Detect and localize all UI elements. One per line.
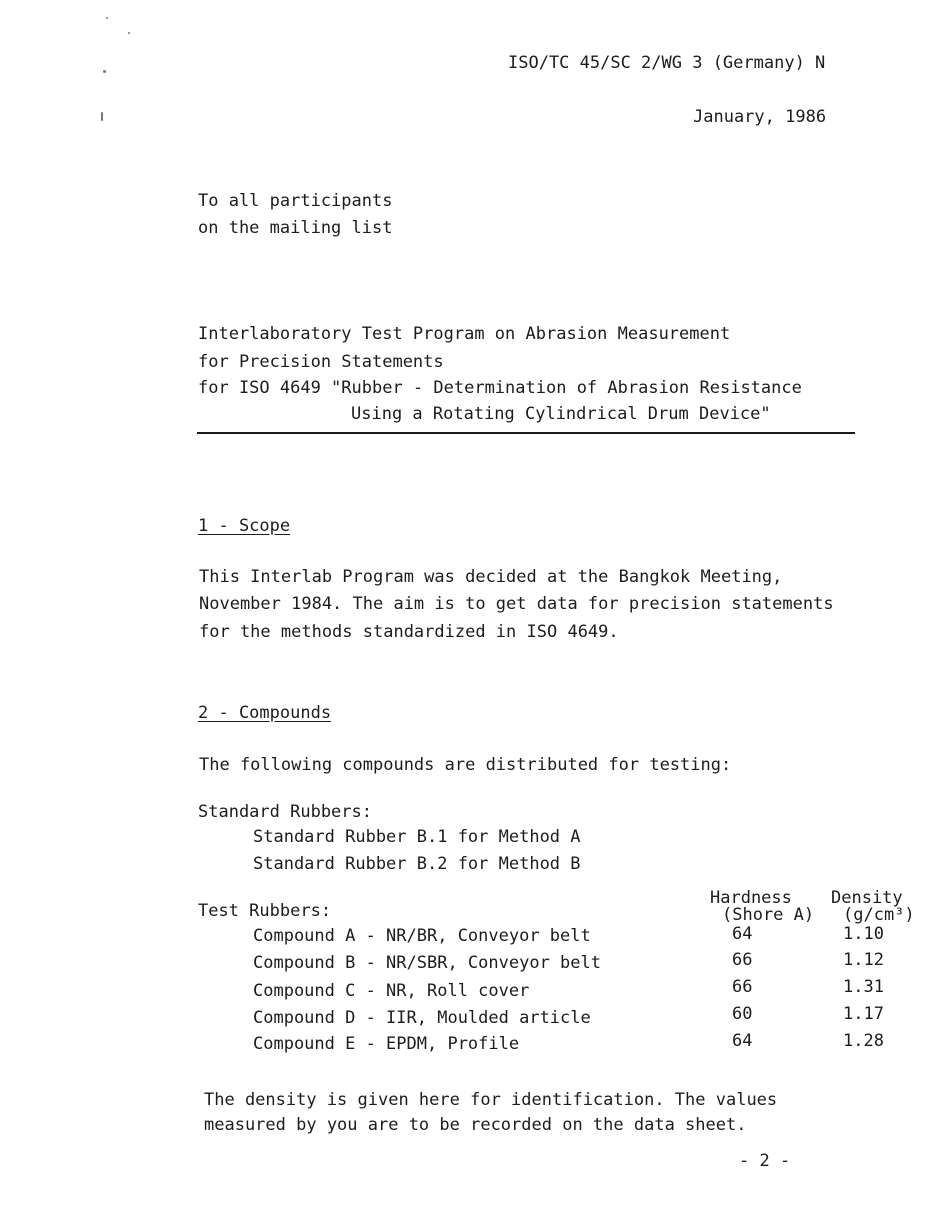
compound-hardness: 64 bbox=[732, 1031, 753, 1051]
scan-speck bbox=[101, 112, 103, 121]
standard-rubber-item: Standard Rubber B.1 for Method A bbox=[253, 827, 581, 847]
document-date: January, 1986 bbox=[693, 107, 827, 127]
compound-name: Compound D - IIR, Moulded article bbox=[253, 1008, 591, 1028]
compound-hardness: 60 bbox=[732, 1004, 753, 1024]
address-line-1: To all participants bbox=[198, 191, 393, 211]
column-header-density-unit: (g/cm³) bbox=[843, 905, 915, 925]
standard-rubbers-label: Standard Rubbers: bbox=[198, 802, 372, 822]
compound-density: 1.10 bbox=[843, 924, 884, 944]
scope-text-line-2: November 1984. The aim is to get data for precision statements bbox=[199, 594, 834, 614]
column-header-density: Density bbox=[831, 888, 903, 908]
density-note-line-1: The density is given here for identification. The values bbox=[204, 1090, 778, 1110]
compound-hardness: 66 bbox=[732, 950, 753, 970]
test-rubbers-label: Test Rubbers: bbox=[198, 901, 332, 921]
address-line-2: on the mailing list bbox=[198, 218, 393, 238]
scan-speck bbox=[106, 17, 108, 19]
compound-density: 1.31 bbox=[843, 977, 884, 997]
compound-hardness: 66 bbox=[732, 977, 753, 997]
title-line-4: Using a Rotating Cylindrical Drum Device" bbox=[351, 404, 771, 424]
compound-name: Compound B - NR/SBR, Conveyor belt bbox=[253, 953, 601, 973]
scope-text-line-1: This Interlab Program was decided at the Bangkok Meeting, bbox=[199, 567, 783, 587]
title-line-2: for Precision Statements bbox=[198, 352, 444, 372]
column-header-hardness-unit: (Shore A) bbox=[722, 905, 815, 925]
title-line-1: Interlaboratory Test Program on Abrasion Measurement bbox=[198, 324, 731, 344]
density-note-line-2: measured by you are to be recorded on the data sheet. bbox=[204, 1115, 747, 1135]
scan-speck bbox=[128, 32, 130, 34]
page-number-marker: - 2 - bbox=[739, 1151, 791, 1171]
scan-speck bbox=[103, 70, 106, 73]
compounds-heading: 2 - Compounds bbox=[198, 703, 332, 723]
compounds-intro: The following compounds are distributed for testing: bbox=[199, 755, 732, 775]
compound-density: 1.12 bbox=[843, 950, 884, 970]
scope-text-line-3: for the methods standardized in ISO 4649. bbox=[199, 622, 619, 642]
title-rule bbox=[197, 432, 855, 434]
document-reference: ISO/TC 45/SC 2/WG 3 (Germany) N bbox=[508, 53, 826, 73]
column-header-hardness: Hardness bbox=[710, 888, 792, 908]
title-line-3: for ISO 4649 "Rubber - Determination of Abrasion Resistance bbox=[198, 378, 802, 398]
compound-hardness: 64 bbox=[732, 924, 753, 944]
compound-name: Compound A - NR/BR, Conveyor belt bbox=[253, 926, 591, 946]
scope-heading: 1 - Scope bbox=[198, 516, 291, 536]
compound-name: Compound E - EPDM, Profile bbox=[253, 1034, 520, 1054]
compound-name: Compound C - NR, Roll cover bbox=[253, 981, 530, 1001]
compound-density: 1.28 bbox=[843, 1031, 884, 1051]
compound-density: 1.17 bbox=[843, 1004, 884, 1024]
standard-rubber-item: Standard Rubber B.2 for Method B bbox=[253, 854, 581, 874]
